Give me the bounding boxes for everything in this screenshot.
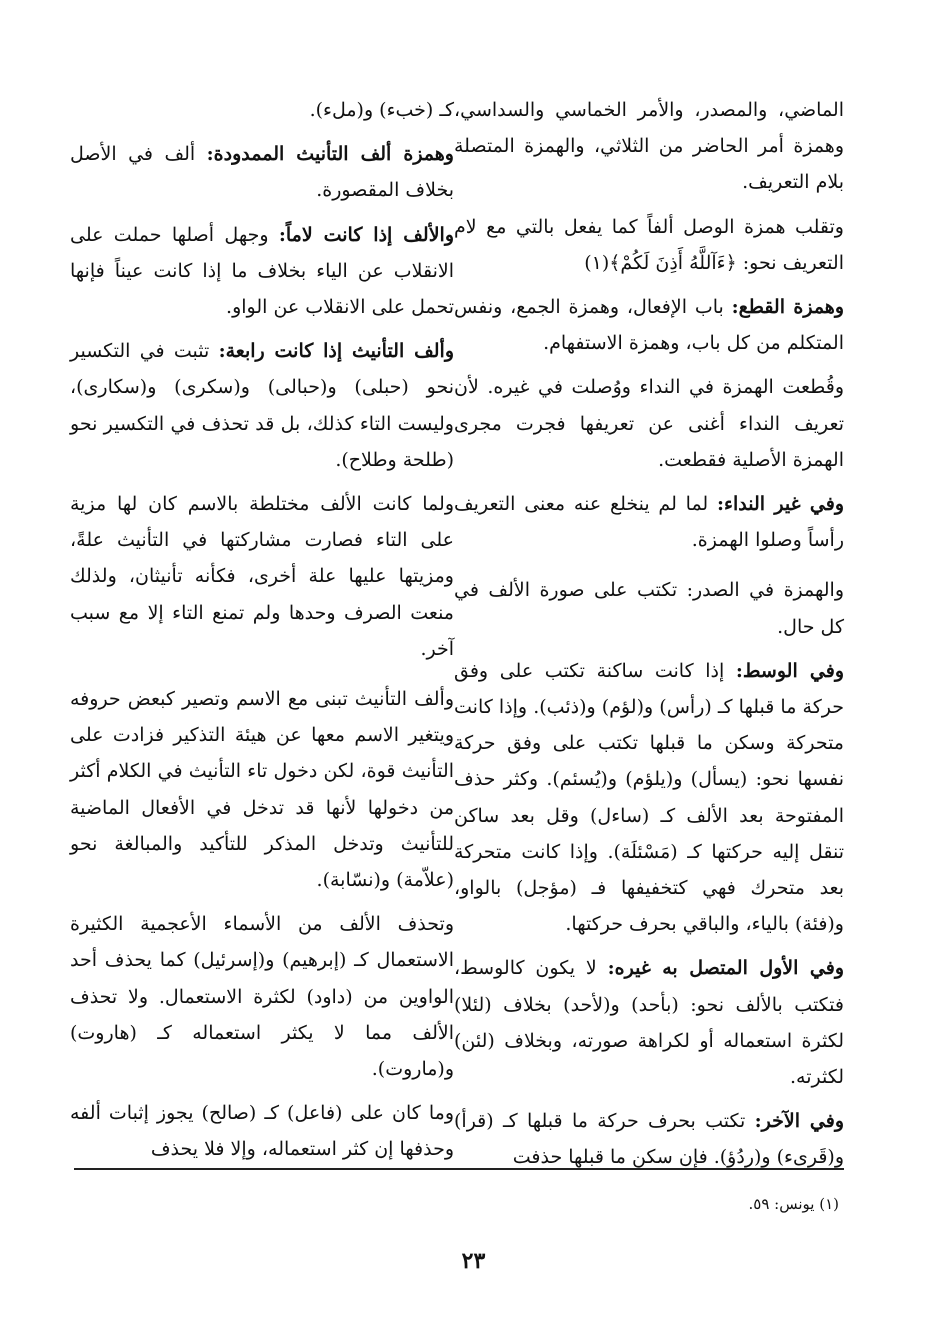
paragraph: والألف إذا كانت لاماً: وجهل أصلها حملت على الانقلاب عن الياء بخلاف ما إذا كانت عيناً فإنها تحمل على الانقلاب عن الواو. — [70, 223, 454, 319]
left-text-column — [70, 92, 454, 1176]
footnote: (١) يونس: ٥٩. — [748, 1195, 839, 1213]
paragraph: وقُطعت الهمزة في النداء ووُصلت في غيره. لأن تعريف النداء أغنى عن تعريفها فجرت مجرى الهمزة الأصلية فقطعت. — [454, 376, 844, 471]
paragraph: وهمزة ألف التأنيث الممدودة: ألف في الأصل بخلاف المقصورة. — [70, 143, 454, 202]
paragraph: وما كان على (فاعل) كـ (صالح) يجوز إثبات ألفه وحذفها إن كثر استعماله، وإلا فلا يحذف — [70, 1102, 454, 1161]
paragraph: وألف التأنيث تبنى مع الاسم وتصير كبعض حروفه ويتغير الاسم معها عن هيئة التذكير فزادت على التأنيث قوة، لكن دخول تاء التأنيث في الكلام أكثر من دخولها لأنها قد تدخل في الأفعال الماضية للتأنيث وتدخل المذكر للتأكيد والمبالغة نحو (علاّمة) و(نسّابة). — [70, 688, 454, 892]
page-number: ٢٣ — [461, 1248, 486, 1274]
footnote-divider — [74, 1168, 844, 1170]
paragraph: كـ (خبء) و(ملء). — [309, 99, 454, 121]
paragraph: وفي الآخر: تكتب بحرف حركة ما قبلها كـ (قرأ) و(قَرىء) و(ردُؤ). فإن سكن ما قبلها حذفت — [454, 1110, 844, 1169]
paragraph: وتقلب همزة الوصل ألفاً كما يفعل بالتي مع لام التعريف نحو: ﴿ءَآللَّهُ أَذِنَ لَكُمْ﴾(١) — [454, 215, 844, 274]
paragraph: وفي غير النداء: لما لم ينخلع عنه معنى التعريف رأساً وصلوا الهمزة. — [454, 493, 844, 552]
paragraph: والهمزة في الصدر: تكتب على صورة الألف في كل حال. — [454, 579, 844, 638]
right-text-column — [454, 92, 844, 1184]
paragraph: وألف التأنيث إذا كانت رابعة: تثبت في التكسير نحو (حبلى) و(حبالى) و(سكرى) و(سكارى)، وليست التاء كذلك، بل قد تحذف في التكسير نحو (طلحة وطلاح). — [70, 340, 454, 471]
paragraph: الماضي، والمصدر، والأمر الخماسي والسداسي، وهمزة أمر الحاضر من الثلاثي، والهمزة المتصلة بلام التعريف. — [454, 99, 844, 194]
paragraph: ولما كانت الألف مختلطة بالاسم كان لها مزية على التاء فصارت مشاركتها في التأنيث علةً، ومزيتها عليها علة أخرى، فكأنه تأنيثان، ولذلك منعت الصرف وحدها ولم تمنع التاء إلا مع سبب آخر. — [70, 493, 454, 660]
paragraph: وهمزة القطع: باب الإفعال، وهمزة الجمع، ونفس المتكلم من كل باب، وهمزة الاستفهام. — [454, 296, 845, 355]
paragraph: وتحذف الألف من الأسماء الأعجمية الكثيرة الاستعمال كـ (إبرهيم) و(إسرئيل) كما يحذف أحد الواوين من (داود) لكثرة الاستعمال. ولا تحذف الألف مما لا يكثر استعماله كـ (هاروت) و(ماروت). — [70, 913, 454, 1081]
paragraph: وفي الأول المتصل به غيره: لا يكون كالوسط، فتكتب بالألف نحو: (بأحد) و(لأحد) بخلاف (لئلا) لكثرة استعماله أو لكراهة صورته، وبخلاف (لئن) لكثرته. — [454, 957, 844, 1089]
paragraph: وفي الوسط: إذا كانت ساكنة تكتب على وفق حركة ما قبلها كـ (رأس) و(لؤم) و(ذئب). وإذا كانت متحركة وسكن ما قبلها تكتب على وفق حركة نفسها نحو: (يسأل) و(يلؤم) و(يُسئم). وكثر حذف المفتوحة بعد الألف كـ (ساءل) وقل بعد ساكن تنقل إليه حركتها كـ (مَسْئلَة). وإذا كانت متحركة بعد متحرك فهي كتخفيفها فـ (مؤجل) بالواو، و(فئة) بالياء، والباقي بحرف حركتها. — [454, 659, 845, 936]
